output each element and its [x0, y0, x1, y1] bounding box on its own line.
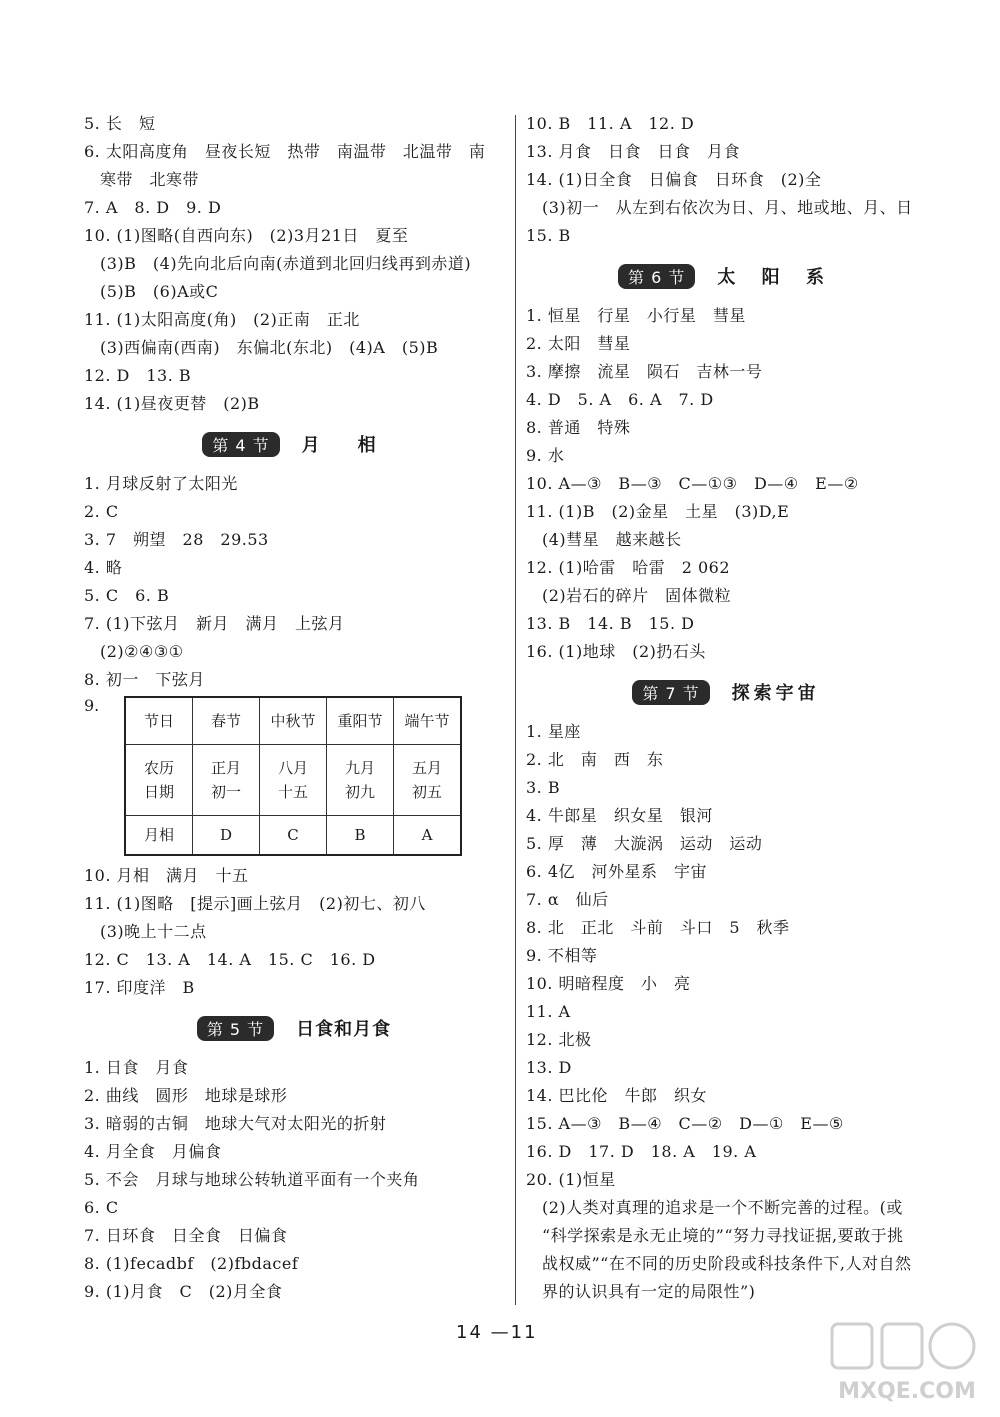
answers-block: [84, 470, 504, 694]
answer-line: 10. (1)图略(自西向东) (2)3月21日 夏至: [84, 226, 409, 245]
answer-line: 界的认识具有一定的局限性”): [542, 1282, 756, 1301]
answer-line: 16. (1)地球 (2)扔石头: [526, 642, 706, 661]
answer-line: (4)彗星 越来越长: [542, 530, 682, 549]
answer-line: 3. 7 朔望 28 29.53: [84, 530, 269, 549]
answers-block: [84, 1054, 504, 1306]
answer-line: 12. 北极: [526, 1030, 592, 1049]
table-cell: 中秋节: [260, 697, 327, 745]
answer-line: 8. 初一 下弦月: [84, 670, 205, 689]
answer-line: 战权威”“在不同的历史阶段或科技条件下,人对自然: [542, 1254, 912, 1273]
answer-line: 1. 日食 月食: [84, 1058, 189, 1077]
answer-line: 3. 摩擦 流星 陨石 吉林一号: [526, 362, 763, 381]
answer-line: 11. A: [526, 1002, 571, 1021]
section-title: 探索宇宙: [731, 683, 820, 704]
answer-line: (3)B (4)先向北后向南(赤道到北回归线再到赤道): [100, 254, 472, 273]
table-cell: 九月 初九: [327, 745, 394, 816]
answer-line: 13. B 14. B 15. D: [526, 614, 695, 633]
page-number: 14 —11: [456, 1322, 538, 1343]
watermark-text: MXQE.COM: [838, 1379, 976, 1404]
question-number: 9.: [84, 696, 100, 715]
answer-line: 17. 印度洋 B: [84, 978, 195, 997]
answer-line: 1. 星座: [526, 722, 581, 741]
answer-line: 4. 牛郎星 织女星 银河: [526, 806, 713, 825]
answer-line: 6. 4亿 河外星系 宇宙: [526, 862, 708, 881]
section-badge: 第 5 节: [197, 1016, 274, 1041]
answer-line: 2. C: [84, 502, 119, 521]
answer-line: 9. 不相等: [526, 946, 598, 965]
section-heading-4: [84, 418, 504, 470]
section-heading-5: [84, 1002, 504, 1054]
table-cell: 八月 十五: [260, 745, 327, 816]
answer-line: 9. (1)月食 C (2)月全食: [84, 1282, 283, 1301]
section-badge: 第 4 节: [202, 432, 279, 457]
answers-block: [526, 302, 926, 666]
answer-line: 2. 太阳 彗星: [526, 334, 631, 353]
answer-line: 8. (1)fecadbf (2)fbdacef: [84, 1254, 299, 1273]
answer-line: (3)晚上十二点: [100, 922, 207, 941]
answer-line: 12. C 13. A 14. A 15. C 16. D: [84, 950, 376, 969]
table-cell: D: [193, 816, 260, 856]
table-cell: 农历 日期: [125, 745, 193, 816]
answer-line: 7. 日环食 日全食 日偏食: [84, 1226, 288, 1245]
answer-line: 10. 月相 满月 十五: [84, 866, 249, 885]
answer-line: 9. 水: [526, 446, 565, 465]
table-cell: 五月 初五: [394, 745, 462, 816]
answer-line: “科学探索是永无止境的”“努力寻找证据,要敢于挑: [542, 1226, 904, 1245]
festival-question: [84, 694, 504, 862]
table-cell: 正月 初一: [193, 745, 260, 816]
table-cell: 重阳节: [327, 697, 394, 745]
table-cell: 月相: [125, 816, 193, 856]
table-row: [125, 816, 461, 856]
answer-line: 7. α 仙后: [526, 890, 609, 909]
section-title: 太 阳 系: [717, 267, 834, 288]
answer-line: 10. 明暗程度 小 亮: [526, 974, 691, 993]
answer-line: 8. 普通 特殊: [526, 418, 631, 437]
answer-line: 2. 北 南 西 东: [526, 750, 664, 769]
answer-line: (2)②④③①: [100, 642, 184, 661]
answer-line: 4. 略: [84, 558, 123, 577]
section-title: 月 相: [301, 435, 386, 456]
answer-line: 10. A—③ B—③ C—①③ D—④ E—②: [526, 474, 859, 493]
left-column: [84, 110, 504, 1306]
answer-line: 11. (1)图略 [提示]画上弦月 (2)初七、初八: [84, 894, 426, 913]
answer-line: 13. D: [526, 1058, 572, 1077]
section-badge: 第 6 节: [618, 264, 695, 289]
answer-line: 6. C: [84, 1198, 119, 1217]
answer-line: 12. D 13. B: [84, 366, 192, 385]
table-cell: C: [260, 816, 327, 856]
section-badge: 第 7 节: [632, 680, 709, 705]
table-cell: 春节: [193, 697, 260, 745]
answer-line: (2)岩石的碎片 固体微粒: [542, 586, 732, 605]
answers-block: [526, 110, 926, 250]
answer-line: 1. 恒星 行星 小行星 彗星: [526, 306, 746, 325]
answers-block: [526, 718, 926, 1306]
answer-line: (3)初一 从左到右依次为日、月、地或地、月、日: [542, 198, 913, 217]
answer-line: 寒带 北寒带: [100, 170, 200, 189]
answer-line: 5. 厚 薄 大漩涡 运动 运动: [526, 834, 763, 853]
answer-line: 5. 长 短: [84, 114, 156, 133]
right-column: [526, 110, 926, 1306]
answer-line: 7. (1)下弦月 新月 满月 上弦月: [84, 614, 345, 633]
section-heading-7: [526, 666, 926, 718]
answer-line: 11. (1)B (2)金星 土星 (3)D,E: [526, 502, 790, 521]
answers-block: [84, 862, 504, 1002]
column-divider: [515, 115, 516, 1305]
answer-line: 5. 不会 月球与地球公转轨道平面有一个夹角: [84, 1170, 420, 1189]
answer-line: 1. 月球反射了太阳光: [84, 474, 238, 493]
table-cell: B: [327, 816, 394, 856]
answer-line: 3. 暗弱的古铜 地球大气对太阳光的折射: [84, 1114, 387, 1133]
answer-line: 6. 太阳高度角 昼夜长短 热带 南温带 北温带 南: [84, 142, 486, 161]
table-row: [125, 745, 461, 816]
answer-line: 10. B 11. A 12. D: [526, 114, 695, 133]
festival-table: [124, 696, 462, 856]
answer-line: 4. D 5. A 6. A 7. D: [526, 390, 714, 409]
answer-line: 8. 北 正北 斗前 斗口 5 秋季: [526, 918, 790, 937]
table-cell: 节日: [125, 697, 193, 745]
answer-line: 14. (1)昼夜更替 (2)B: [84, 394, 260, 413]
watermark-logo: [822, 1318, 992, 1408]
answer-line: 15. B: [526, 226, 571, 245]
answer-line: 5. C 6. B: [84, 586, 170, 605]
answers-block: [84, 110, 504, 418]
table-row: [125, 697, 461, 745]
answer-line: 14. (1)日全食 日偏食 日环食 (2)全: [526, 170, 822, 189]
answer-line: 16. D 17. D 18. A 19. A: [526, 1142, 757, 1161]
answer-line: 13. 月食 日食 日食 月食: [526, 142, 741, 161]
answer-line: 14. 巴比伦 牛郎 织女: [526, 1086, 708, 1105]
answer-line: 20. (1)恒星: [526, 1170, 616, 1189]
table-cell: A: [394, 816, 462, 856]
answer-line: (2)人类对真理的追求是一个不断完善的过程。(或: [542, 1198, 903, 1217]
answer-line: 11. (1)太阳高度(角) (2)正南 正北: [84, 310, 360, 329]
answer-line: 2. 曲线 圆形 地球是球形: [84, 1086, 288, 1105]
answer-line: 4. 月全食 月偏食: [84, 1142, 222, 1161]
answer-line: (3)西偏南(西南) 东偏北(东北) (4)A (5)B: [100, 338, 439, 357]
answer-line: 3. B: [526, 778, 561, 797]
table-cell: 端午节: [394, 697, 462, 745]
answer-line: (5)B (6)A或C: [100, 282, 219, 301]
section-title: 日食和月食: [296, 1019, 392, 1040]
section-heading-6: [526, 250, 926, 302]
answer-line: 7. A 8. D 9. D: [84, 198, 222, 217]
answer-line: 15. A—③ B—④ C—② D—① E—⑤: [526, 1114, 844, 1133]
answer-line: 12. (1)哈雷 哈雷 2 062: [526, 558, 731, 577]
